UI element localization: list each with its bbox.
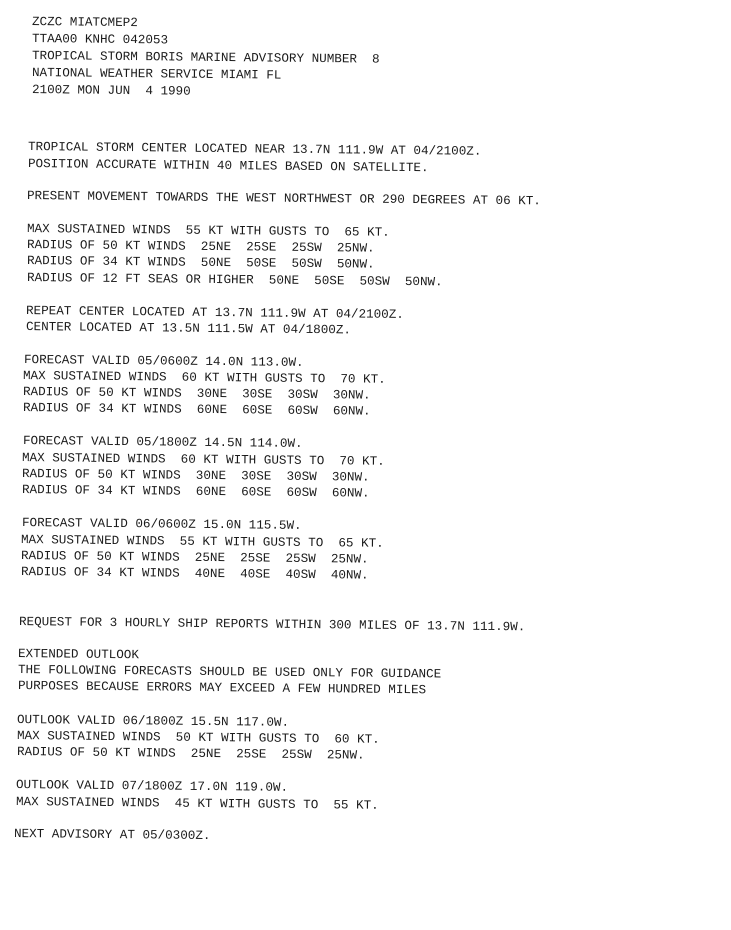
center-location: TROPICAL STORM CENTER LOCATED NEAR 13.7N 111.9W AT 04/2100Z. [27, 140, 482, 159]
wmo-header: ZCZC MIATCMEP2 [31, 15, 138, 31]
outlook-disclaimer: THE FOLLOWING FORECASTS SHOULD BE USED ONLY FOR GUIDANCE [17, 663, 442, 682]
forecast-radius-50kt: RADIUS OF 50 KT WINDS 30NE 30SE 30SW 30NW. [21, 467, 370, 485]
repeat-center: REPEAT CENTER LOCATED AT 13.7N 111.9W AT 04/2100Z. [25, 304, 404, 322]
forecast-valid: FORECAST VALID 06/0600Z 15.0N 115.5W. [21, 516, 302, 533]
forecast-max-winds: MAX SUSTAINED WINDS 55 KT WITH GUSTS TO 65 KT. [20, 533, 384, 551]
forecast-max-winds: MAX SUSTAINED WINDS 60 KT WITH GUSTS TO 70 KT. [22, 369, 386, 387]
current-radius-50kt: RADIUS OF 50 KT WINDS 25NE 25SE 25SW 25NW. [26, 238, 375, 256]
forecast-radius-50kt: RADIUS OF 50 KT WINDS 30NE 30SE 30SW 30NW. [22, 385, 371, 403]
advisory-title: TROPICAL STORM BORIS MARINE ADVISORY NUMBER 8 [31, 49, 380, 67]
ship-report-request: REQUEST FOR 3 HOURLY SHIP REPORTS WITHIN 300 MILES OF 13.7N 111.9W. [18, 615, 526, 635]
forecast-max-winds: MAX SUSTAINED WINDS 60 KT WITH GUSTS TO 70 KT. [21, 451, 385, 469]
forecast-radius-34kt: RADIUS OF 34 KT WINDS 60NE 60SE 60SW 60NW. [22, 401, 371, 419]
forecast-radius-50kt: RADIUS OF 50 KT WINDS 25NE 25SE 25SW 25NW. [20, 549, 369, 567]
outlook-radius-50kt: RADIUS OF 50 KT WINDS 25NE 25SE 25SW 25NW. [16, 745, 365, 763]
current-radius-seas: RADIUS OF 12 FT SEAS OR HIGHER 50NE 50SE 50SW 50NW. [26, 271, 443, 290]
current-radius-34kt: RADIUS OF 34 KT WINDS 50NE 50SE 50SW 50NW. [26, 254, 375, 272]
extended-outlook-heading: EXTENDED OUTLOOK [17, 647, 139, 663]
outlook-max-winds: MAX SUSTAINED WINDS 50 KT WITH GUSTS TO 60 KT. [16, 729, 380, 747]
prior-center: CENTER LOCATED AT 13.5N 111.5W AT 04/1800Z. [25, 320, 352, 338]
issue-time: 2100Z MON JUN 4 1990 [31, 83, 191, 99]
position-accuracy: POSITION ACCURATE WITHIN 40 MILES BASED ON SATELLITE. [27, 157, 429, 176]
awips-header: TTAA00 KNHC 042053 [31, 32, 169, 48]
forecast-radius-34kt: RADIUS OF 34 KT WINDS 60NE 60SE 60SW 60NW. [21, 483, 370, 501]
outlook-valid: OUTLOOK VALID 07/1800Z 17.0N 119.0W. [15, 778, 289, 795]
current-max-winds: MAX SUSTAINED WINDS 55 KT WITH GUSTS TO 65 KT. [26, 222, 390, 240]
forecast-radius-34kt: RADIUS OF 34 KT WINDS 40NE 40SE 40SW 40NW. [20, 565, 369, 583]
issuing-office: NATIONAL WEATHER SERVICE MIAMI FL [31, 66, 282, 83]
outlook-valid: OUTLOOK VALID 06/1800Z 15.5N 117.0W. [16, 713, 290, 730]
forecast-valid: FORECAST VALID 05/1800Z 14.5N 114.0W. [22, 434, 303, 451]
outlook-disclaimer: PURPOSES BECAUSE ERRORS MAY EXCEED A FEW HUNDRED MILES [17, 679, 427, 698]
forecast-valid: FORECAST VALID 05/0600Z 14.0N 113.0W. [23, 353, 304, 370]
outlook-max-winds: MAX SUSTAINED WINDS 45 KT WITH GUSTS TO 55 KT. [15, 795, 379, 813]
next-advisory: NEXT ADVISORY AT 05/0300Z. [13, 827, 211, 844]
present-movement: PRESENT MOVEMENT TOWARDS THE WEST NORTHWEST OR 290 DEGREES AT 06 KT. [26, 189, 541, 209]
